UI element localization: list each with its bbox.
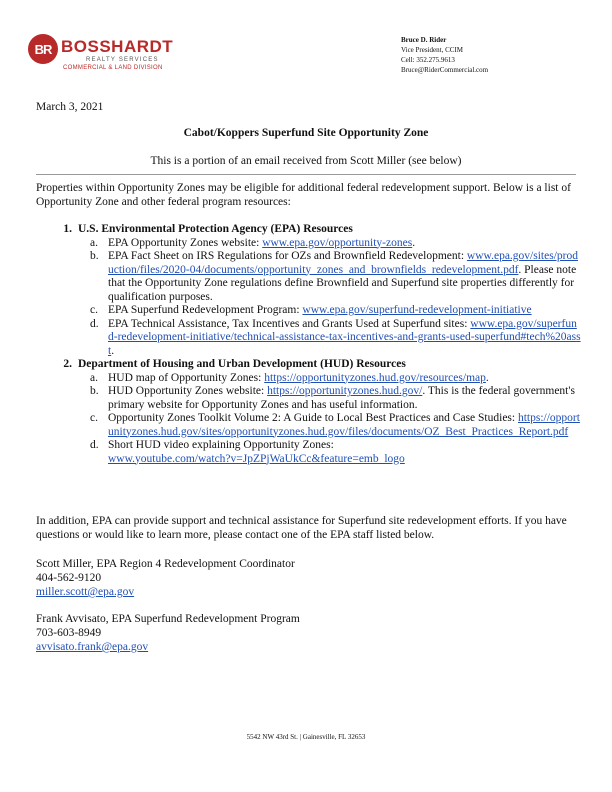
- contact-block: [401, 35, 488, 75]
- item-letter: c.: [90, 304, 98, 316]
- page-title: Cabot/Koppers Superfund Site Opportunity Zone: [183, 127, 429, 139]
- hud-video-link[interactable]: www.youtube.com/watch?v=JpZPjWaUkCc&feature=emb_logo: [108, 452, 405, 465]
- contact-email: Bruce@RiderCommercial.com: [401, 66, 489, 74]
- item-text: EPA Technical Assistance, Tax Incentives and Grants Used at Superfund sites:: [108, 317, 471, 330]
- contact-name: Bruce D. Rider: [401, 36, 447, 44]
- page-subtitle: This is a portion of an email received from Scott Miller (see below): [150, 155, 462, 167]
- divider: [36, 174, 576, 175]
- item-letter: b.: [90, 385, 99, 397]
- section-heading: [36, 358, 581, 372]
- person-name: Frank Avvisato, EPA Superfund Redevelopment Program: [36, 613, 300, 625]
- item-after: . Please note that the Opportunity Zone regulations define Brownfield and Superfund site properties differently for qualification purposes.: [108, 263, 577, 303]
- closing-paragraph: In addition, EPA can provide support and technical assistance for Superfund site redevelopment efforts. If you have questions or would like to learn more, please contact one of the EPA staff listed below.: [36, 515, 567, 541]
- epa-superfund-link[interactable]: www.epa.gov/superfund-redevelopment-initiative: [302, 304, 532, 316]
- contact-title: Vice President, CCIM: [401, 46, 463, 54]
- person-email-link[interactable]: miller.scott@epa.gov: [36, 586, 135, 598]
- contact-person: [36, 557, 295, 599]
- resource-list: [36, 223, 581, 466]
- item-text: Opportunity Zones Toolkit Volume 2: A Guide to Local Best Practices and Case Studies:: [108, 412, 518, 424]
- item-text: EPA Superfund Redevelopment Program:: [108, 304, 303, 316]
- item-letter: d.: [90, 317, 99, 330]
- person-email-link[interactable]: avvisato.frank@epa.gov: [36, 641, 149, 653]
- contact-phone: Cell: 352.275.9613: [401, 56, 455, 64]
- list-item: [90, 385, 581, 412]
- company-logo: [28, 34, 174, 76]
- list-item: [90, 250, 581, 304]
- item-after: . This is the federal government's primary website for Opportunity Zones and has useful information.: [108, 385, 575, 411]
- person-phone: 404-562-9120: [36, 572, 102, 584]
- item-letter: c.: [90, 412, 98, 424]
- hud-oz-link[interactable]: https://opportunityzones.hud.gov/: [267, 385, 423, 397]
- list-item: [90, 412, 581, 439]
- item-after: .: [111, 344, 115, 357]
- item-text: Short HUD video explaining Opportunity Zones:: [108, 439, 334, 451]
- footer-address: 5542 NW 43rd St. | Gainesville, FL 32653: [246, 733, 366, 741]
- section-title: U.S. Environmental Protection Agency (EPA) Resources: [78, 223, 353, 235]
- logo-tagline: REALTY SERVICES: [86, 57, 159, 63]
- list-item: [90, 304, 581, 318]
- logo-name: BOSSHARDT: [61, 37, 174, 56]
- item-text: EPA Opportunity Zones website:: [108, 236, 263, 249]
- epa-technical-link[interactable]: www.epa.gov/superfund-redevelopment-initiative/technical-assistance-tax-incentives-and-grants-used-superfund#tech%20asst: [108, 317, 581, 357]
- section-title: Department of Housing and Urban Development (HUD) Resources: [78, 358, 406, 370]
- item-text: HUD map of Opportunity Zones:: [108, 371, 265, 384]
- logo-emblem: BR: [28, 34, 58, 64]
- section-number: 2.: [63, 358, 72, 370]
- intro-paragraph: Properties within Opportunity Zones may be eligible for additional federal redevelopment support. Below is a list of Opportunity Zone and other federal program resources:: [36, 182, 571, 208]
- item-after: .: [485, 371, 489, 384]
- item-text: EPA Fact Sheet on IRS Regulations for OZs and Brownfield Redevelopment:: [108, 250, 467, 262]
- letter-date: March 3, 2021: [36, 101, 104, 113]
- logo-division: COMMERCIAL & LAND DIVISION: [63, 65, 163, 71]
- item-letter: b.: [90, 250, 99, 262]
- section-number: 1.: [63, 223, 72, 235]
- hud-map-link[interactable]: https://opportunityzones.hud.gov/resources/map: [264, 371, 486, 384]
- section-heading: [36, 223, 581, 237]
- item-text: HUD Opportunity Zones website:: [108, 385, 268, 397]
- person-name: Scott Miller, EPA Region 4 Redevelopment Coordinator: [36, 558, 295, 570]
- epa-oz-link[interactable]: www.epa.gov/opportunity-zones: [262, 236, 413, 249]
- item-after: .: [412, 236, 416, 249]
- item-letter: d.: [90, 439, 99, 451]
- list-item: [90, 372, 581, 386]
- epa-factsheet-link[interactable]: www.epa.gov/sites/production/files/2020-04/documents/opportunity_zones_and_brownfields_redevelopment.pdf: [108, 250, 578, 276]
- item-letter: a.: [90, 236, 98, 249]
- item-letter: a.: [90, 371, 98, 384]
- list-item: [90, 318, 581, 359]
- person-phone: 703-603-8949: [36, 627, 102, 639]
- list-item: [90, 237, 581, 251]
- contact-person: [36, 612, 300, 654]
- list-item: [90, 439, 581, 466]
- hud-toolkit-link[interactable]: https://opportunityzones.hud.gov/sites/opportunityzones.hud.gov/files/documents/OZ_Best_Practices_Report.pdf: [108, 412, 580, 438]
